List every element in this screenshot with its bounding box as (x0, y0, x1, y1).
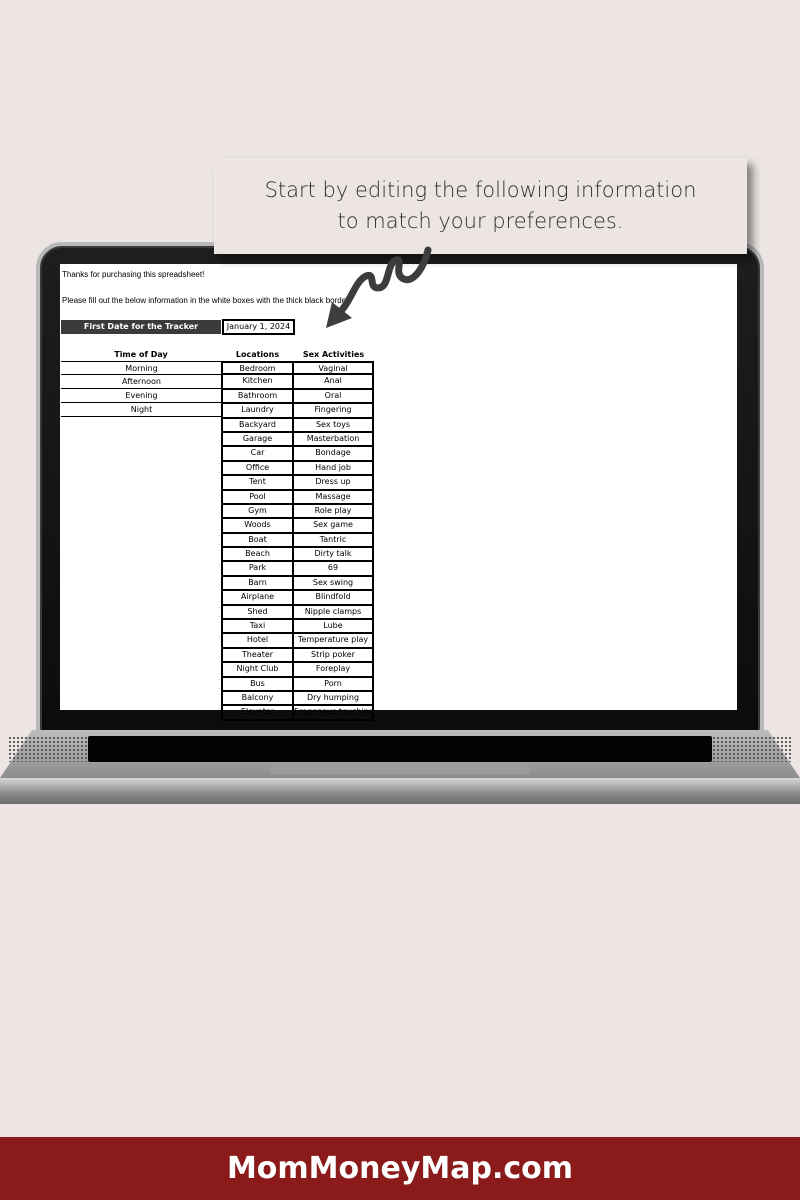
location-cell[interactable]: Hotel (223, 634, 292, 648)
time-of-day-column (61, 361, 222, 417)
activity-cell[interactable]: Vaginal (294, 361, 372, 375)
location-cell[interactable]: Taxi (223, 620, 292, 634)
activity-cell[interactable]: Masterbation (294, 433, 372, 447)
activity-cell[interactable]: Anal (294, 375, 372, 389)
curly-arrow-icon (318, 244, 438, 334)
activity-cell[interactable]: Porn (294, 678, 372, 692)
brand-link[interactable]: MomMoneyMap.com (226, 1151, 574, 1186)
activity-cell[interactable]: Erogenous touching (294, 706, 372, 720)
time-of-day-cell[interactable]: Evening (61, 389, 222, 403)
location-cell[interactable]: Bathroom (223, 390, 292, 404)
header-locations: Locations (235, 350, 280, 359)
activity-cell[interactable]: Dry humping (294, 692, 372, 706)
time-of-day-cell[interactable]: Night (61, 403, 222, 417)
location-cell[interactable]: Night Club (223, 663, 292, 677)
location-cell[interactable]: Office (223, 462, 292, 476)
activity-cell[interactable]: Role play (294, 505, 372, 519)
thanks-text: Thanks for purchasing this spreadsheet! (62, 270, 205, 279)
activity-cell[interactable]: Lube (294, 620, 372, 634)
location-cell[interactable]: Gym (223, 505, 292, 519)
location-cell[interactable]: Boat (223, 534, 292, 548)
activity-cell[interactable]: Fingering (294, 404, 372, 418)
activity-cell[interactable]: Dirty talk (294, 548, 372, 562)
location-cell[interactable]: Woods (223, 519, 292, 533)
activity-cell[interactable]: Oral (294, 390, 372, 404)
instruction-callout (214, 158, 747, 254)
location-cell[interactable]: Bus (223, 678, 292, 692)
activity-cell[interactable]: Massage (294, 491, 372, 505)
location-cell[interactable]: Beach (223, 548, 292, 562)
laptop-front-edge (0, 778, 800, 804)
activity-cell[interactable]: Sex swing (294, 577, 372, 591)
location-cell[interactable]: Theater (223, 649, 292, 663)
activity-cell[interactable]: Sex toys (294, 419, 372, 433)
location-cell[interactable]: Backyard (223, 419, 292, 433)
trackpad (270, 762, 530, 774)
location-cell[interactable]: Park (223, 562, 292, 576)
laptop-base (0, 730, 800, 804)
location-cell[interactable]: Laundry (223, 404, 292, 418)
first-date-input[interactable]: January 1, 2024 (222, 319, 295, 335)
activity-cell[interactable]: Foreplay (294, 663, 372, 677)
speaker-grille-right (712, 736, 792, 762)
location-cell[interactable]: Airplane (223, 591, 292, 605)
callout-text: Start by editing the following information to match your preferences. (264, 178, 697, 233)
footer-banner (0, 1137, 800, 1200)
activity-cell[interactable]: Sex game (294, 519, 372, 533)
location-cell[interactable]: Garage (223, 433, 292, 447)
location-cell[interactable]: Shed (223, 606, 292, 620)
keyboard (88, 736, 712, 762)
location-cell[interactable]: Bedroom (223, 361, 292, 375)
location-cell[interactable]: Car (223, 447, 292, 461)
time-of-day-cell[interactable]: Morning (61, 361, 222, 375)
location-cell[interactable]: Kitchen (223, 375, 292, 389)
activity-cell[interactable]: Bondage (294, 447, 372, 461)
header-sex-activities: Sex Activities (302, 350, 365, 359)
location-cell[interactable]: Barn (223, 577, 292, 591)
activity-cell[interactable]: Blindfold (294, 591, 372, 605)
activity-cell[interactable]: Strip poker (294, 649, 372, 663)
location-cell[interactable]: Elevator (223, 706, 292, 720)
instructions-text: Please fill out the below information in the white boxes with the thick black border. (62, 296, 351, 305)
activity-cell[interactable]: Dress up (294, 476, 372, 490)
activity-cell[interactable]: Nipple clamps (294, 606, 372, 620)
activity-cell[interactable]: Hand job (294, 462, 372, 476)
speaker-grille-left (8, 736, 88, 762)
locations-column (221, 361, 294, 721)
first-date-label: First Date for the Tracker (61, 320, 221, 334)
activity-cell[interactable]: Tantric (294, 534, 372, 548)
header-time-of-day: Time of Day (114, 350, 168, 359)
time-of-day-cell[interactable]: Afternoon (61, 375, 222, 389)
location-cell[interactable]: Balcony (223, 692, 292, 706)
location-cell[interactable]: Pool (223, 491, 292, 505)
location-cell[interactable]: Tent (223, 476, 292, 490)
sex-activities-column (292, 361, 374, 721)
activity-cell[interactable]: Temperature play (294, 634, 372, 648)
activity-cell[interactable]: 69 (294, 562, 372, 576)
